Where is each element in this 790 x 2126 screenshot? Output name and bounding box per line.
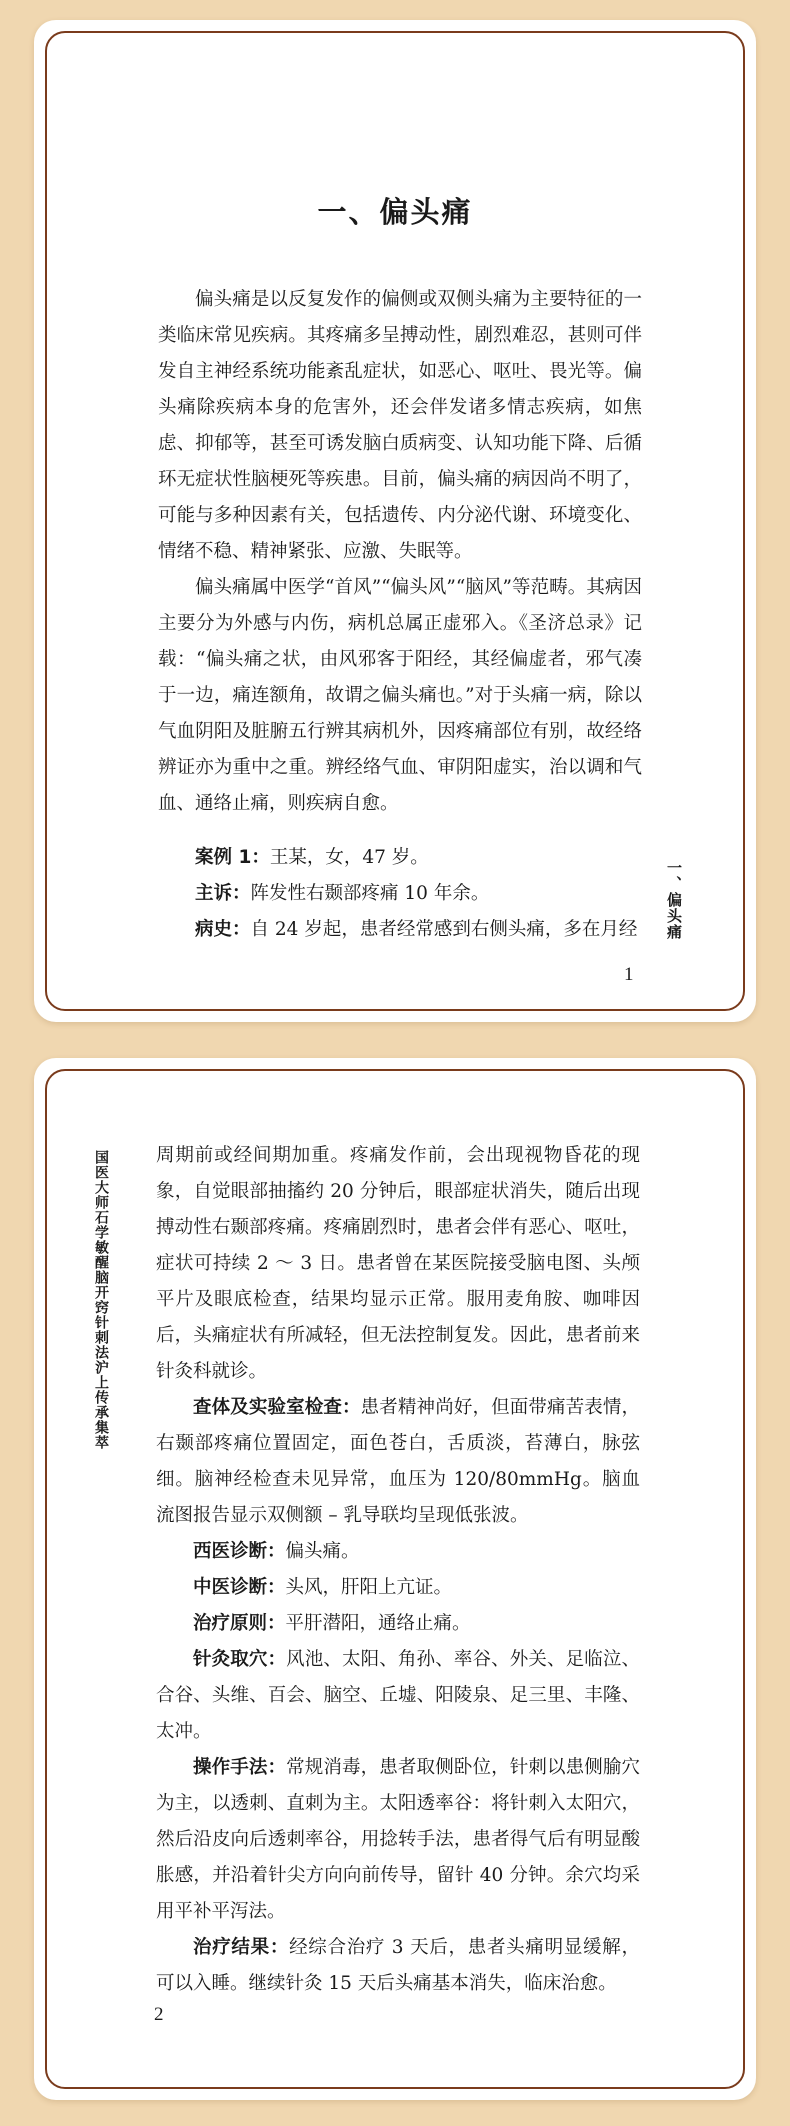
result-line [156,1930,640,2002]
page-number: 1 [624,964,634,985]
principle-text: 平肝潜阳，通络止痛。 [285,1613,471,1634]
running-header: 一、偏头痛 [665,860,683,940]
complaint-line [158,876,642,912]
history-label: 病史： [195,919,251,940]
case-line [158,840,642,876]
page-card-1 [34,20,756,1022]
exam-text: 患者精神尚好，但面带痛苦表情，右颞部疼痛位置固定，面色苍白，舌质淡，苔薄白，脉弦细。脑神经检查未见异常，血压为 120/80mmHg。脑血流图报告显示双侧额 – 乳导联均呈现低张波。 [156,1397,640,1526]
exam-label: 查体及实验室检查： [193,1397,361,1418]
points-line [156,1642,640,1750]
points-label: 针灸取穴： [193,1649,287,1670]
tcm-text: 头风，肝阳上亢证。 [285,1577,453,1598]
history-line [158,912,642,948]
history-continued: 周期前或经间期加重。疼痛发作前，会出现视物昏花的现象，自觉眼部抽搐约 20 分钟后，眼部症状消失，随后出现搏动性右颞部疼痛。疼痛剧烈时，患者会伴有恶心、呕吐，症状可持续 2 ～ 3 日。患者曾在某医院接受脑电图、头颅平片及眼底检查，结果均显示正常。服用麦角胺、咖啡因后，头痛症状有所减轻，但无法控制复发。因此，患者前来针灸科就诊。 [156,1145,640,1382]
paragraph: 偏头痛属中医学“首风”“偏头风”“脑风”等范畴。其病因主要分为外感与内伤，病机总属正虚邪入。《圣济总录》记载：“偏头痛之状，由风邪客于阳经，其经偏虚者，邪气凑于一边，痛连额角，故谓之偏头痛也。”对于头痛一病，除以气血阴阳及脏腑五行辨其病机外，因疼痛部位有别，故经络辨证亦为重中之重。辨经络气血、审阴阳虚实，治以调和气血、通络止痛，则疾病自愈。 [158,577,642,814]
exam-line [156,1390,640,1534]
complaint-text: 阵发性右颞部疼痛 10 年余。 [250,883,490,904]
body-text [158,282,642,948]
body-text [156,1138,640,2002]
tcm-diagnosis-line [156,1570,640,1606]
points-text: 风池、太阳、角孙、率谷、外关、足临泣、合谷、头维、百会、脑空、丘墟、阳陵泉、足三里、丰隆、太冲。 [156,1649,640,1742]
principle-label: 治疗原则： [193,1613,286,1634]
principle-line [156,1606,640,1642]
result-label: 治疗结果： [193,1937,290,1958]
western-text: 偏头痛。 [285,1541,360,1562]
page-card-2 [34,1058,756,2100]
case-label: 案例 1： [195,847,270,868]
chapter-title: 一、偏头痛 [317,195,473,229]
running-header: 国医大师石学敏醒脑开窍针刺法沪上传承集萃 [93,1150,109,1450]
case-text: 王某，女，47 岁。 [269,847,429,868]
history-text: 自 24 岁起，患者经常感到右侧头痛，多在月经 [250,919,638,940]
complaint-label: 主诉： [195,883,251,904]
western-diagnosis-line [156,1534,640,1570]
technique-line [156,1750,640,1930]
technique-label: 操作手法： [193,1757,287,1778]
result-text: 经综合治疗 3 天后，患者头痛明显缓解，可以入睡。继续针灸 15 天后头痛基本消失，临床治愈。 [156,1937,640,1994]
page-number: 2 [154,2004,164,2025]
technique-text: 常规消毒，患者取侧卧位，针刺以患侧腧穴为主，以透刺、直刺为主。太阳透率谷：将针刺入太阳穴，然后沿皮向后透刺率谷，用捻转手法，患者得气后有明显酸胀感，并沿着针尖方向向前传导，留针 40 分钟。余穴均采用平补平泻法。 [156,1757,640,1922]
western-label: 西医诊断： [193,1541,286,1562]
tcm-label: 中医诊断： [193,1577,286,1598]
paragraph: 偏头痛是以反复发作的偏侧或双侧头痛为主要特征的一类临床常见疾病。其疼痛多呈搏动性，剧烈难忍，甚则可伴发自主神经系统功能紊乱症状，如恶心、呕吐、畏光等。偏头痛除疾病本身的危害外，还会伴发诸多情志疾病，如焦虑、抑郁等，甚至可诱发脑白质病变、认知功能下降、后循环无症状性脑梗死等疾患。目前，偏头痛的病因尚不明了，可能与多种因素有关，包括遗传、内分泌代谢、环境变化、情绪不稳、精神紧张、应激、失眠等。 [158,289,642,562]
